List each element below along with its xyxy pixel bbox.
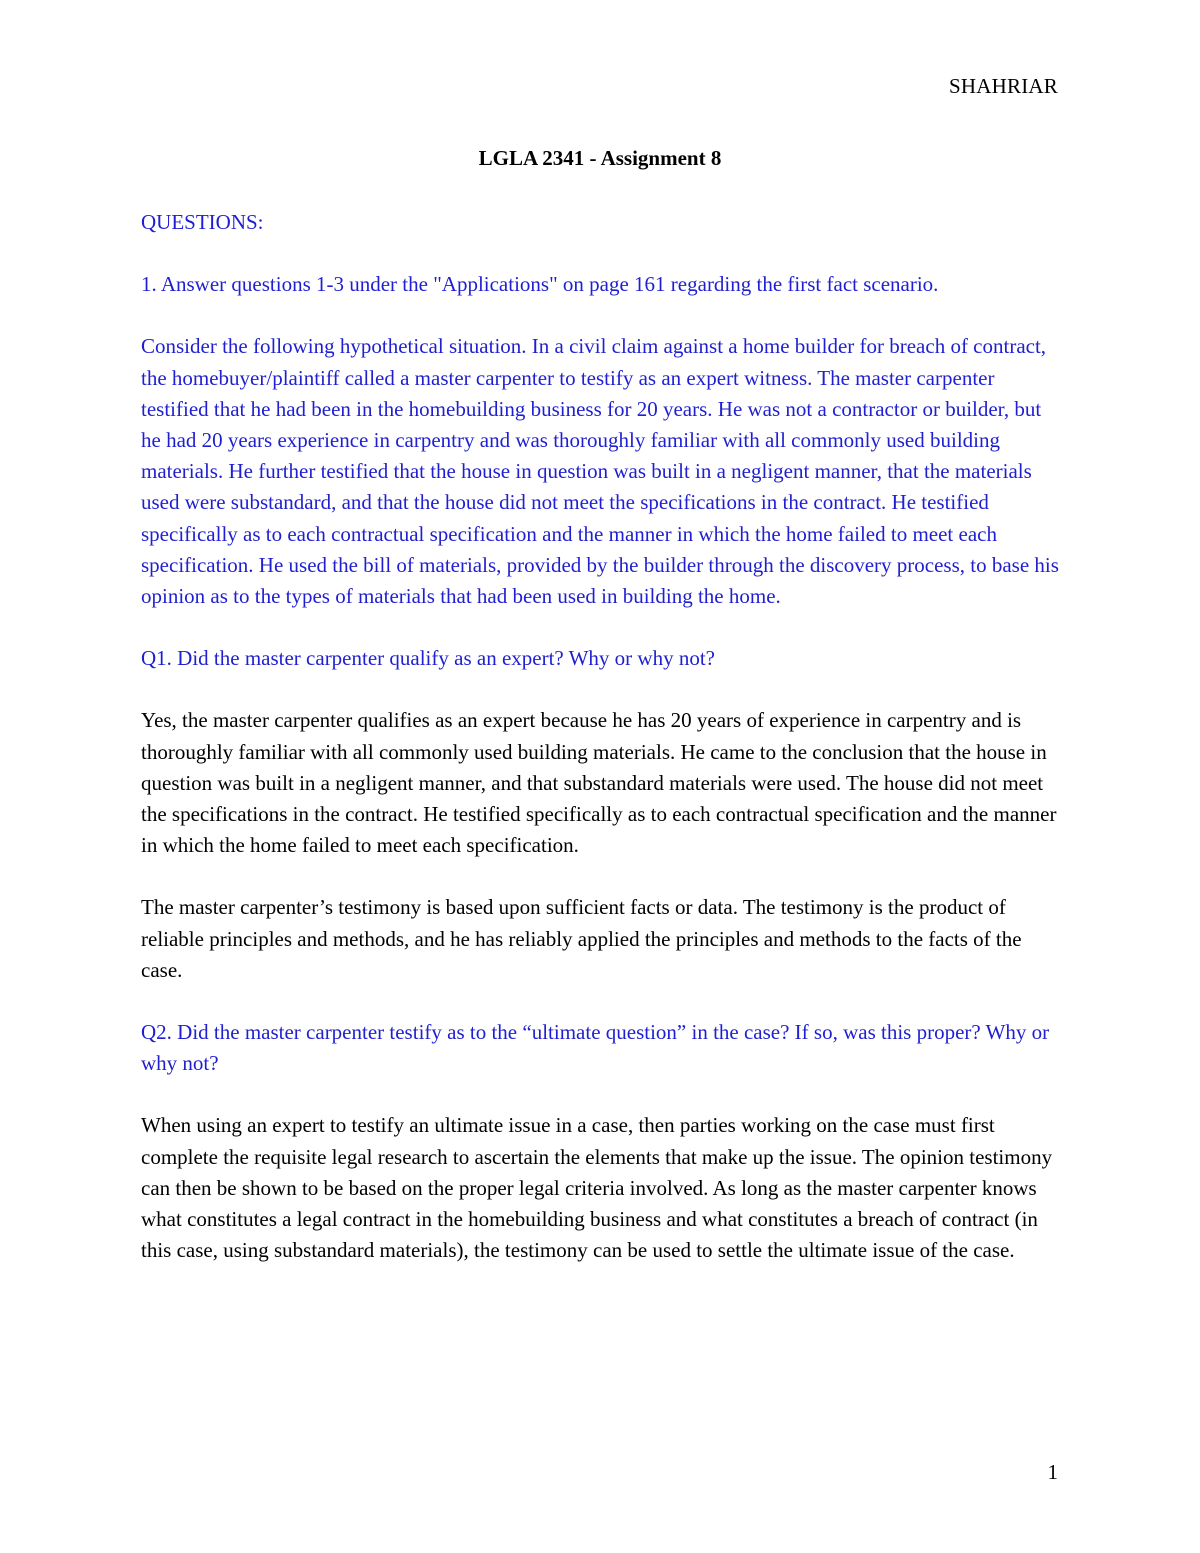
questions-heading: QUESTIONS: xyxy=(141,210,264,234)
assignment-title: LGLA 2341 - Assignment 8 xyxy=(478,146,722,170)
answer-2-paragraph: When using an expert to testify an ultimate issue in a case, then parties working on the case must first complete the requisite legal research to ascertain the elements that make up the issue. The opinion testimony can then be shown to be based on the proper legal criteria involved. As long as the master carpenter knows what constitutes a legal contract in the homebuilding business and what constitutes a breach of contract (in this case, using substandard materials), the testimony can be used to settle the ultimate issue of the case. xyxy=(141,1113,1053,1263)
page-number: 1 xyxy=(1047,1460,1058,1484)
scenario-paragraph: Consider the following hypothetical situation. In a civil claim against a home builder for breach of contract, the homebuyer/plaintiff called a master carpenter to testify as an expert witness. The master carpenter testified that he had been in the homebuilding business for 20 years. He was not a contractor or builder, but he had 20 years experience in carpentry and was thoroughly familiar with all commonly used building materials. He further testified that the house in question was built in a negligent manner, that the materials used were substandard, and that the house did not meet the specifications in the contract. He testified specifically as to each contractual specification and the manner in which the home failed to meet each specification. He used the bill of materials, provided by the builder through the discovery process, to base his opinion as to the types of materials that had been used in building the home. xyxy=(141,334,1059,609)
answer-1-paragraph-2: The master carpenter’s testimony is based upon sufficient facts or data. The testimony is the product of reliable principles and methods, and he has reliably applied the principles and methods to the facts of the case. xyxy=(141,895,1022,982)
answer-1-paragraph-1: Yes, the master carpenter qualifies as an expert because he has 20 years of experience in carpentry and is thoroughly familiar with all commonly used building materials. He came to the conclusion that the house in question was built in a negligent manner, and that substandard materials were used. The house did not meet the specifications in the contract. He testified specifically as to each contractual specification and the manner in which the home failed to meet each specification. xyxy=(141,708,1057,858)
document-body xyxy=(141,207,1066,1297)
question-1: Q1. Did the master carpenter qualify as an expert? Why or why not? xyxy=(141,646,715,671)
author-name-header: SHAHRIAR xyxy=(949,74,1058,98)
question-2: Q2. Did the master carpenter testify as to the “ultimate question” in the case? If so, was this proper? Why or why not? xyxy=(141,1020,1050,1076)
instruction-paragraph: 1. Answer questions 1-3 under the "Applications" on page 161 regarding the first fact scenario. xyxy=(141,272,939,297)
